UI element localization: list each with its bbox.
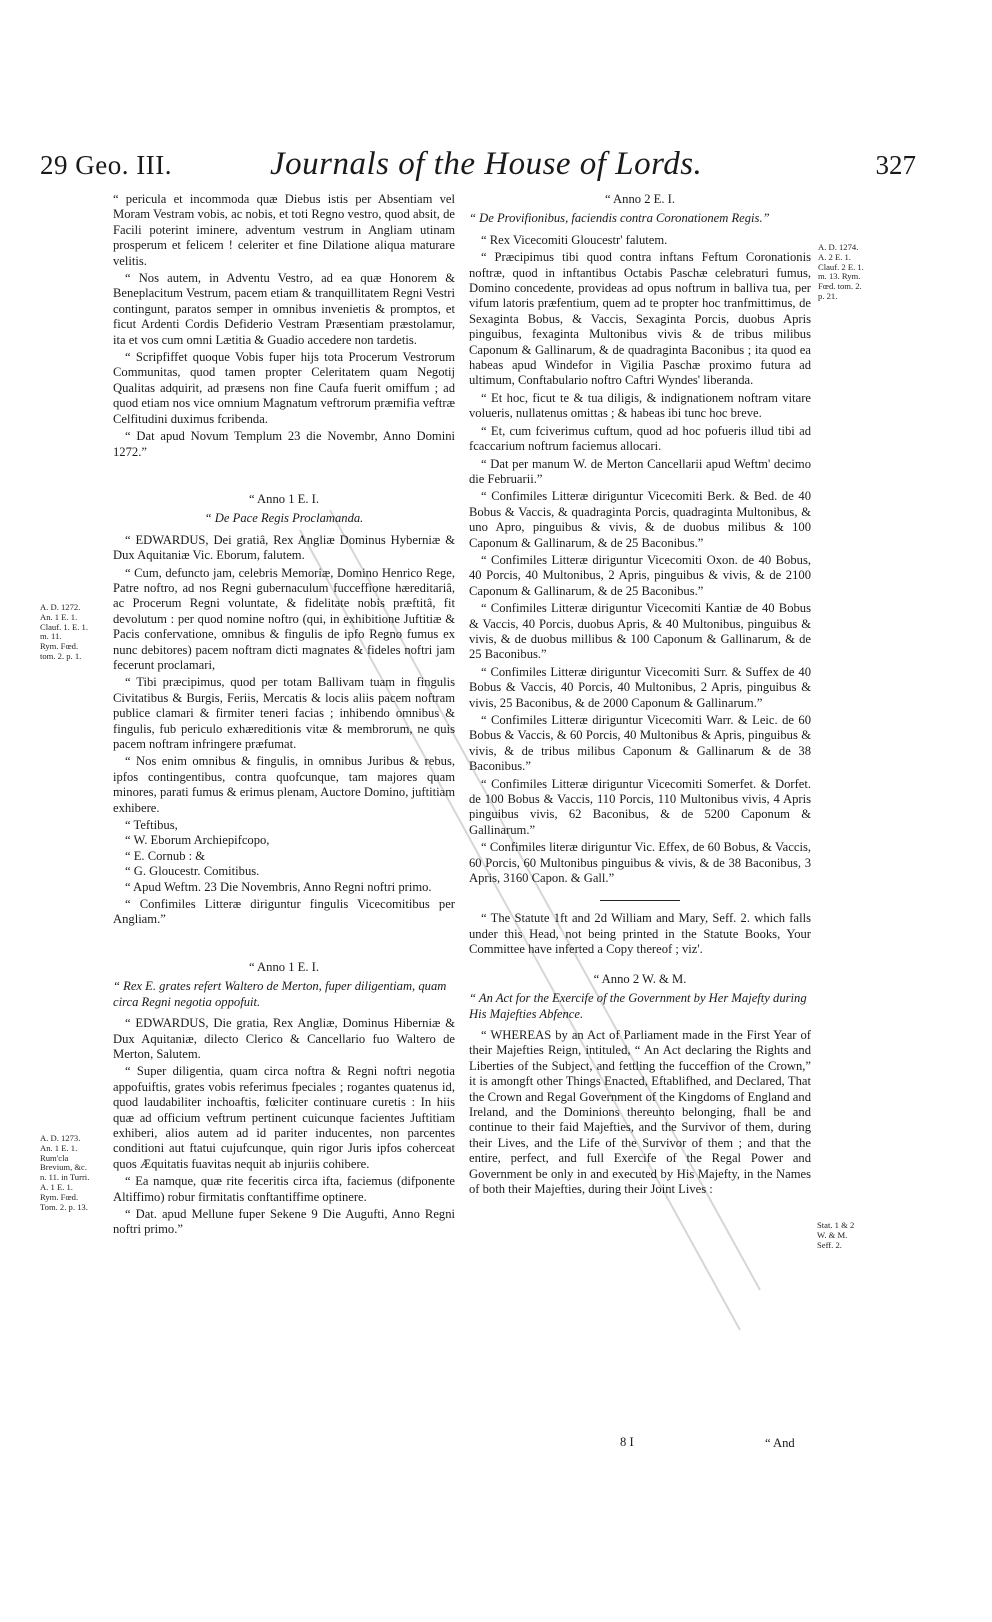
witness-line: “ Teftibus, bbox=[125, 818, 178, 833]
section-paragraph: “ Præcipimus tibi quod contra inftans Feftum Coronationis noftræ, quod in inftantibus Octabis Paschæ celebraturi fumus, Domino concedente, provideas ad opus noftrum in balliva tua, per vifum latoris præfentium, quem ad te propter hoc tranfmittimus, de Sexaginta Bobus, & Vaccis, Sexaginta Porcis, duobus Apris pinguibus, fexaginta Multonibus vivis & de tribus milibus Caponum & Gallinarum, & de quadraginta Baconibus ; ita quod ea habeas apud Windefor in Vigilia Paschæ proximo futura ad ultimum, Conftabulario noftro Caftri Wyndes' liberanda. bbox=[469, 250, 811, 388]
intro-paragraph: “ pericula et incommoda quæ Diebus istis per Absentiam vel Moram Vestram vobis, ac nobis, et toti Regno vestro, quod absit, de Facili poterint iminere, adventum vestrum in Angliam utinam prosperum et felicem ! celeriter et fine Dilatione aliqua maturare velitis. bbox=[113, 192, 455, 268]
section-heading: “ Anno 2 E. I. bbox=[605, 192, 675, 206]
margin-note: A. D. 1274. A. 2 E. 1. Clauf. 2 E. 1. m. 13. Rym. Fœd. tom. 2. p. 21. bbox=[818, 242, 864, 301]
intro-paragraph: “ Nos autem, in Adventu Vestro, ad ea quæ Honorem & Beneplacitum Vestrum, pacem etiam & tranquillitatem Regni Vestri contingunt, paratos semper in omnibus invenietis & promptos, et ficut Ardenti Cordis Defiderio Vestram Præsentiam præstolamur, ita et vos cum omni Lætitia & Guadio accedere non tardetis. bbox=[113, 271, 455, 347]
section-paragraph: “ WHEREAS by an Act of Parliament made in the First Year of their Majefties Reign, intituled, “ An Act declaring the Rights and Liberties of the Subject, and fettling the fucceffion of the Crown,” it is amongft other Things Enacted, Eftablifhed, and Declared, That the Crown and Regal Government of the Kingdoms of England and Ireland, and the Dominions thereunto belonging, fhall be and continue to their faid Majefties, and the Survivor of them, during their Lives, and the Life of the Survivor of them ; and that the entire, perfect, and full Exercife of the Regal Power and Government be only in and executed by His Majefty, in the Names of both their Majefties, during their Joint Lives : bbox=[469, 1027, 811, 1196]
section-paragraph: “ Super diligentia, quam circa noftra & Regni noftri negotia appofuiftis, grates vobis referimus fpeciales ; rogantes quatenus id, quod laudabiliter inchoaftis, fœliciter continuare curetis : In hiis quæ ad officium veftrum pertinent cuicunque facientes Juftitiam exhiberi, alios autem ad id pariter inducentes, non parcentes conditioni aut ftatui cujufcunque, quin rigor Juris ipfos coherceat quos Æquitatis fuavitas nequit ab injuriis cohibere. bbox=[113, 1064, 455, 1171]
section-paragraph: “ EDWARDUS, Die gratia, Rex Angliæ, Dominus Hiberniæ & Dux Aquitaniæ, dilecto Clerico & Cancellario fuo Waltero de Merton, Salutem. bbox=[113, 1016, 455, 1061]
margin-note: A. D. 1272. An. 1 E. 1. Clauf. 1. E. 1. m. 11. Rym. Fœd. tom. 2. p. 1. bbox=[40, 602, 88, 661]
section-heading: “ Anno 2 W. & M. bbox=[593, 971, 687, 986]
section-paragraph: “ Confimiles Litteræ diriguntur Vicecomiti Berk. & Bed. de 40 Bobus & Vaccis, & quadraginta Porcis, quadraginta Multonibus, & uno Apro, pinguibus & vivis, & de duobus milibus & 100 Caponum & Gallinarum, & de 25 Baconibus.” bbox=[469, 489, 811, 550]
section-paragraph: “ Confimiles Litteræ diriguntur Vicecomiti Surr. & Suffex de 40 Bobus & Vaccis, 40 Porcis, 40 Multonibus, 2 Apris, pinguibus & vivis, 25 Baconibus, & de 2000 Caponum & Gallinarum.” bbox=[469, 664, 811, 710]
section-paragraph: “ Rex Vicecomiti Gloucestr' falutem. bbox=[481, 232, 668, 247]
witness-line: “ G. Gloucestr. Comitibus. bbox=[125, 864, 260, 879]
intro-paragraph: “ Dat apud Novum Templum 23 die Novembr, Anno Domini 1272.” bbox=[113, 429, 455, 459]
left-column bbox=[113, 192, 455, 1240]
intro-paragraph: “ Scripfiffet quoque Vobis fuper hijs tota Procerum Vestrorum Communitas, quod tamen propter Celeritatem quam Negotij Qualitas adquirit, ad præsens non fine Caufa fuerit omiffum ; ad quod etiam nos vice omnium Magnatum veftrorum præmifia veftræ Celfitudini duximus fcribenda. bbox=[113, 350, 455, 426]
catchword: “ And bbox=[765, 1436, 795, 1450]
page-number: 327 bbox=[875, 150, 916, 180]
margin-note: A. D. 1273. An. 1 E. 1. Rum'cla Brevium, &c. n. 11. in Turri. A. 1 E. 1. Rym. Fœd. Tom. 2. p. 13. bbox=[40, 1133, 90, 1212]
closing-paragraph: “ Confimiles Litteræ diriguntur fingulis Vicecomitibus per Angliam.” bbox=[113, 897, 455, 927]
witness-line: “ E. Cornub : & bbox=[125, 848, 206, 863]
section-subheading: “ An Act for the Exercife of the Government by Her Majefty during His Majefties Abfence. bbox=[469, 991, 807, 1021]
signature-mark: 8 I bbox=[620, 1435, 634, 1449]
section-subheading: “ Rex E. grates refert Waltero de Merton, fuper diligentiam, quam circa Regni negotia oppofuit. bbox=[113, 979, 447, 1009]
section-heading: “ Anno 1 E. I. bbox=[249, 491, 319, 506]
statute-note: “ The Statute 1ft and 2d William and Mary, Seff. 2. which falls under this Head, not being printed in the Statute Books, Your Committee have inferted a Copy thereof ; viz'. bbox=[469, 911, 811, 957]
section-paragraph: “ Cum, defuncto jam, celebris Memoriæ, Domino Henrico Rege, Patre noftro, ad nos Regni gubernaculum fucceffione hæreditariâ, ac Procerum Regni voluntate, & fidelitate nobis præftitâ, fit devolutum : per quod nomine noftro (qui, in exhibitione Juftitiæ & Pacis confervatione, omnibus & fingulis de ipfo Regno fumus ex nunc debitores) pacem noftram dicti magnates & fideles noftri jam fecerunt proclamari, bbox=[113, 565, 455, 672]
section-paragraph: “ Nos enim omnibus & fingulis, in omnibus Juribus & rebus, ipfos contingentibus, contra quofcunque, tam majores quam minores, parati fumus & erimus plenam, Auctore Domino, juftitiam exhibere. bbox=[113, 754, 455, 815]
section-paragraph: “ Confimiles Litteræ diriguntur Vicecomiti Warr. & Leic. de 60 Bobus & Vaccis, & 60 Porcis, 40 Multonibus & Apris, pinguibus & vivis, & de tribus milibus Caponum & Gallinarum & de 38 Baconibus.” bbox=[469, 713, 811, 774]
section-paragraph: “ Confimiles literæ diriguntur Vic. Effex, de 60 Bobus, & Vaccis, 60 Porcis, 60 Multonibus pinguibus & vivis, & de 38 Baconibus, 3 Apris, 3160 Capon. & Gall.” bbox=[469, 840, 811, 886]
journal-title: Journals of the House of Lords. bbox=[270, 146, 703, 182]
closing-paragraph: “ Apud Weftm. 23 Die Novembris, Anno Regni noftri primo. bbox=[125, 879, 432, 894]
section-subheading: “ De Pace Regis Proclamanda. bbox=[204, 511, 364, 526]
regnal-year: 29 Geo. III. bbox=[40, 150, 172, 180]
section-heading: “ Anno 1 E. I. bbox=[249, 959, 319, 974]
section-paragraph: “ Ea namque, quæ rite feceritis circa ifta, faciemus (difponente Altiffimo) robur firmitatis conftantiffime optinere. bbox=[113, 1174, 455, 1204]
section-paragraph: “ Confimiles Litteræ diriguntur Vicecomiti Somerfet. & Dorfet. de 100 Bobus & Vaccis, 110 Porcis, 110 Multonibus vivis, 4 Apris pinguibus vivis, 62 Baconibus, & de 5200 Caponum & Gallinarum.” bbox=[469, 776, 811, 837]
section-paragraph: “ Tibi præcipimus, quod per totam Ballivam tuam in fingulis Civitatibus & Burgis, Feriis, Mercatis & locis aliis pacem noftram publice clamari & firmiter teneri facias ; inhibendo omnibus & fingulis, fub periculo exhæreditionis vitæ & membrorum, ne quis pacem noftram infringere præfumat. bbox=[113, 675, 455, 751]
section-paragraph: “ Et hoc, ficut te & tua diligis, & indignationem noftram vitare volueris, nullatenus omittas ; & habeas ibi tunc hoc breve. bbox=[469, 390, 811, 421]
section-paragraph: “ Dat. apud Mellune fuper Sekene 9 Die Augufti, Anno Regni noftri primo.” bbox=[113, 1206, 455, 1237]
section-subheading: “ De Provifionibus, faciendis contra Coronationem Regis.” bbox=[469, 211, 770, 226]
right-column bbox=[469, 192, 811, 1199]
section-divider bbox=[600, 900, 680, 901]
margin-note: Stat. 1 & 2 W. & M. Seff. 2. bbox=[817, 1220, 855, 1250]
section-paragraph: “ Confimiles Litteræ diriguntur Vicecomiti Kantiæ de 40 Bobus & Vaccis, 40 Porcis, duobus Apris, & 40 Multonibus, pinguibus & vivis, & de duobus millibus & 100 Caponum & Gallinarum, & de 25 Baconibus.” bbox=[469, 601, 811, 662]
witness-line: “ W. Eborum Archiepifcopo, bbox=[125, 833, 270, 848]
section-paragraph: “ Confimiles Litteræ diriguntur Vicecomiti Oxon. de 40 Bobus, 40 Porcis, 40 Multonibus, 2 Apris, pinguibus & vivis, & de 2100 Caponum & Gallinarum, & de 25 Baconibus.” bbox=[469, 552, 811, 598]
section-paragraph: “ Et, cum fciverimus cuftum, quod ad hoc pofueris illud tibi ad fcaccarium noftrum faciemus allocari. bbox=[469, 423, 811, 454]
section-paragraph: “ EDWARDUS, Dei gratiâ, Rex Angliæ Dominus Hyberniæ & Dux Aquitaniæ Vic. Eborum, falutem. bbox=[113, 532, 455, 563]
section-paragraph: “ Dat per manum W. de Merton Cancellarii apud Weftm' decimo die Februarii.” bbox=[469, 456, 811, 486]
page-header bbox=[40, 146, 916, 188]
